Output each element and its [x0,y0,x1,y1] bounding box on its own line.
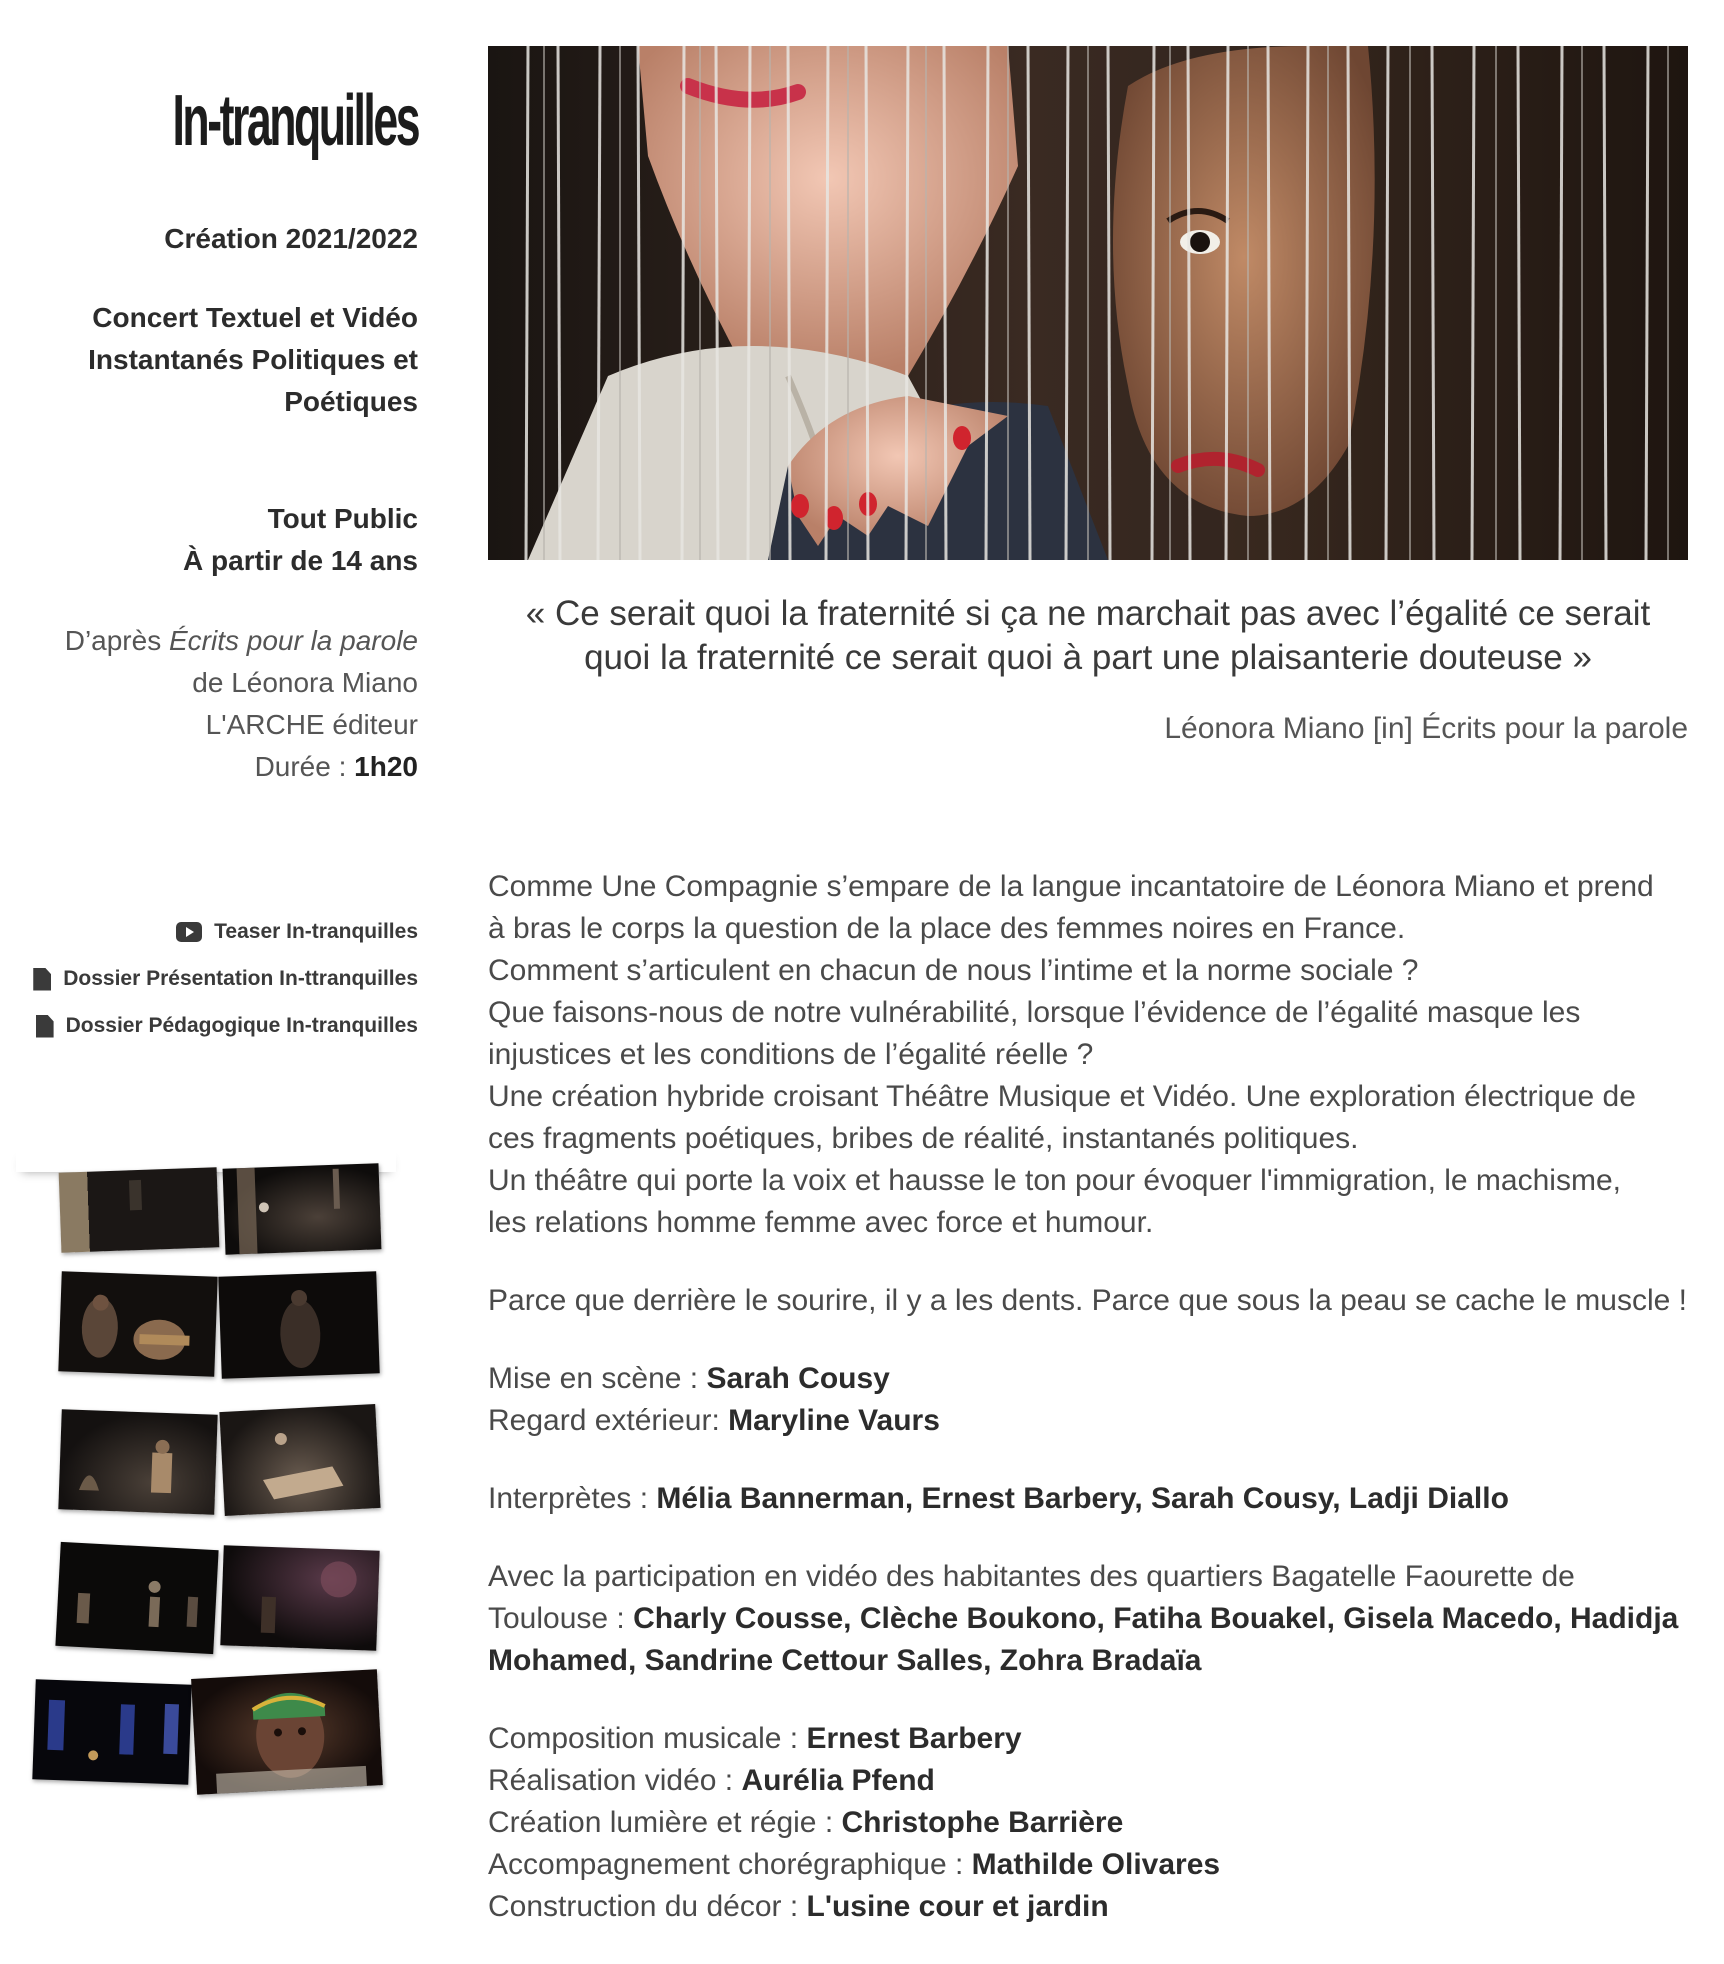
sidebar [0,0,420,1964]
participation-credit-cont [488,1640,1698,1682]
spacer [488,1322,1698,1358]
credit-value: Sarah Cousy [706,1362,890,1395]
spacer [488,1682,1698,1718]
credit-label: Accompagnement chorégraphique : [488,1848,972,1881]
source-info [65,620,418,788]
genre-line: Concert Textuel et Vidéo [92,302,418,333]
duration-value: 1h20 [354,751,418,782]
show-title: In-tranquilles [172,81,418,161]
gallery-photo[interactable] [59,1167,220,1252]
teaser-link-label: Teaser In-tranquilles [214,920,418,943]
credit-value: Ernest Barbery [806,1722,1022,1755]
description-line: les relations homme femme avec force et humour. [488,1206,1154,1239]
quote-line: quoi la fraternité ce serait quoi à part une plaisanterie douteuse » [584,638,1592,677]
credit-value: Mathilde Olivares [971,1848,1221,1881]
credit-label: Réalisation vidéo : [488,1764,742,1797]
credit-value: L'usine cour et jardin [806,1890,1109,1923]
age-limit: À partir de 14 ans [183,545,418,576]
source-work [65,620,418,662]
credit-value: Mohamed, Sandrine Cettour Salles, Zohra Bradaïa [488,1644,1202,1677]
gallery-photo[interactable] [58,1271,217,1376]
credit-label: Interprètes : [488,1482,657,1515]
gallery-photo[interactable] [223,1163,382,1254]
participation-line: Avec la participation en vidéo des habitantes des quartiers Bagatelle Faourette de [488,1560,1575,1593]
pull-quote [488,592,1688,680]
spacer [488,1244,1698,1280]
pedagogical-dossier-label: Dossier Pédagogique In-tranquilles [65,1014,418,1037]
gallery-photo[interactable] [58,1409,217,1514]
gallery-photo[interactable] [55,1542,218,1654]
lighting-credit [488,1802,1698,1844]
description-line: Un théâtre qui porte la voix et hausse le ton pour évoquer l'immigration, le machisme, [488,1164,1621,1197]
file-icon [36,1015,54,1038]
credit-value: Christophe Barrière [841,1806,1124,1839]
quote-attribution: Léonora Miano [in] Écrits pour la parole [1164,712,1688,745]
description-line: injustices et les conditions de l’égalité réelle ? [488,1038,1094,1071]
description-line: ces fragments poétiques, bribes de réalité, instantanés politiques. [488,1122,1359,1155]
music-credit [488,1718,1698,1760]
credit-label: Mise en scène : [488,1362,707,1395]
gallery-photo[interactable] [191,1669,383,1795]
performers-credit [488,1478,1698,1520]
participation-credit [488,1598,1698,1640]
photo-gallery [0,1170,420,1810]
source-prefix: D’après [64,625,169,656]
source-title: Écrits pour la parole [168,625,418,656]
resource-links [33,918,418,1059]
spacer [488,1520,1698,1556]
description-line: Que faisons-nous de notre vulnérabilité, lorsque l’évidence de l’égalité masque les [488,996,1581,1029]
description-line: Une création hybride croisant Théâtre Musique et Vidéo. Une exploration électrique de [488,1080,1636,1113]
pedagogical-dossier-link[interactable] [33,1012,418,1040]
description-line: Comme Une Compagnie s’empare de la langue incantatoire de Léonora Miano et prend [488,870,1654,903]
credit-label: Toulouse : [488,1602,634,1635]
gallery-photo[interactable] [219,1404,380,1516]
credit-label: Composition musicale : [488,1722,807,1755]
gallery-photo[interactable] [32,1679,191,1784]
credit-value: Maryline Vaurs [728,1404,940,1437]
choreography-credit [488,1844,1698,1886]
audience-info [183,498,418,582]
genre-line: Instantanés Politiques et [88,344,418,375]
duration [65,746,418,788]
hero-photo [488,46,1688,560]
spacer [488,1442,1698,1478]
credit-label: Regard extérieur: [488,1404,729,1437]
show-genre [88,297,418,423]
quote-line: « Ce serait quoi la fraternité si ça ne marchait pas avec l’égalité ce serait [525,594,1651,633]
video-credit [488,1760,1698,1802]
credit-label: Construction du décor : [488,1890,807,1923]
gallery-photo[interactable] [218,1271,379,1378]
genre-line: Poétiques [284,386,418,417]
credit-value: Charly Cousse, Clèche Boukono, Fatiha Bouakel, Gisela Macedo, Hadidja [633,1602,1679,1635]
credit-value: Aurélia Pfend [741,1764,935,1797]
presentation-dossier-link[interactable] [33,965,418,993]
youtube-icon [176,922,202,942]
source-author: de Léonora Miano [192,667,418,698]
publisher: L'ARCHE éditeur [205,709,418,740]
file-icon [33,968,51,991]
outside-eye-credit [488,1400,1698,1442]
description-line: Comment s’articulent en chacun de nous l’intime et la norme sociale ? [488,954,1419,987]
set-credit [488,1886,1698,1928]
credit-value: Mélia Bannerman, Ernest Barbery, Sarah Cousy, Ladji Diallo [656,1482,1509,1515]
staging-credit [488,1358,1698,1400]
presentation-dossier-label: Dossier Présentation In-ttranquilles [63,967,418,990]
gallery-photo[interactable] [220,1545,379,1650]
audience: Tout Public [267,503,418,534]
credit-label: Création lumière et régie : [488,1806,842,1839]
creation-year: Création 2021/2022 [164,223,418,254]
teaser-link[interactable] [33,918,418,946]
tagline: Parce que derrière le sourire, il y a les dents. Parce que sous la peau se cache le muscle ! [488,1284,1687,1317]
duration-label: Durée : [254,751,355,782]
description-line: à bras le corps la question de la place des femmes noires en France. [488,912,1406,945]
show-description [488,866,1698,1928]
